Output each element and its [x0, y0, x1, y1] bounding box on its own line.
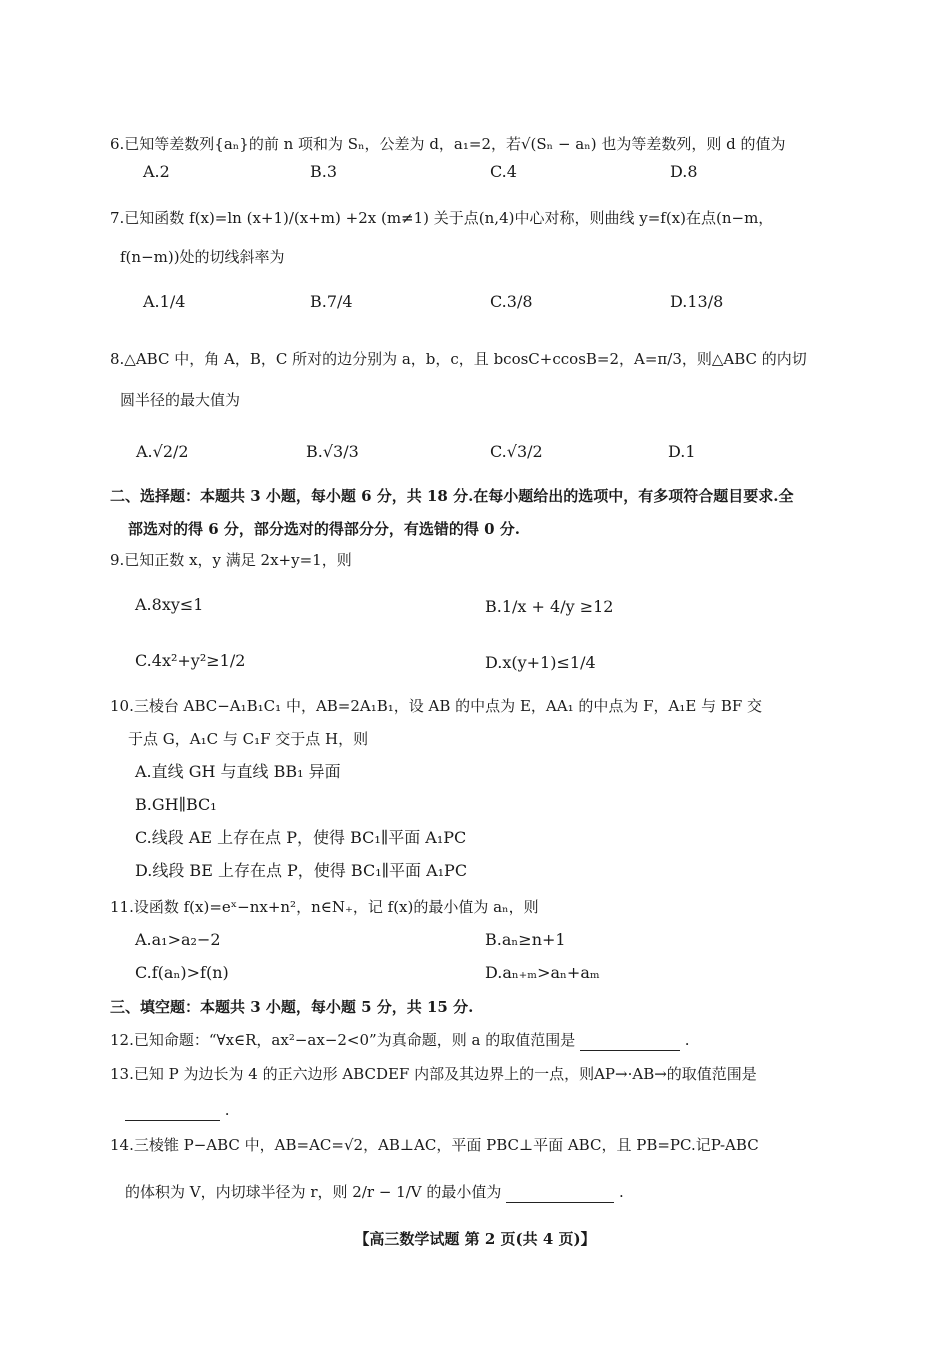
- q10-option-d: D.线段 BE 上存在点 P，使得 BC₁∥平面 A₁PC: [135, 861, 468, 880]
- q10-option-c: C.线段 AE 上存在点 P，使得 BC₁∥平面 A₁PC: [135, 828, 467, 847]
- q9-option-b: B.1/x + 4/y ≥12: [485, 597, 614, 616]
- q13-end: .: [224, 1101, 230, 1119]
- q13-answer-blank[interactable]: [125, 1102, 220, 1121]
- section2-heading-line2: 部选对的得 6 分，部分选对的得部分分，有选错的得 0 分.: [128, 520, 520, 538]
- q7-stem-line1: 7.已知函数 f(x)=ln (x+1)/(x+m) +2x (m≠1) 关于点(n,4)中心对称，则曲线 y=f(x)在点(n−m，: [110, 209, 774, 227]
- q6-option-b: B.3: [310, 162, 338, 181]
- q10-stem-line1: 10.三棱台 ABC−A₁B₁C₁ 中，AB=2A₁B₁，设 AB 的中点为 E，AA₁ 的中点为 F，A₁E 与 BF 交: [110, 697, 763, 715]
- q13-line2: [125, 1099, 950, 1121]
- q10-stem-line2: 于点 G，A₁C 与 C₁F 交于点 H，则: [128, 730, 369, 748]
- q14-end: .: [618, 1183, 624, 1201]
- q14-stem-line1: 14.三棱锥 P−ABC 中，AB=AC=√2，AB⊥AC，平面 PBC⊥平面 ABC，且 PB=PC.记P-ABC: [110, 1136, 759, 1154]
- q6-option-d: D.8: [670, 162, 698, 181]
- q11-stem: 11.设函数 f(x)=eˣ−nx+n²，n∈N₊，记 f(x)的最小值为 aₙ，则: [110, 898, 539, 916]
- q11-option-c: C.f(aₙ)>f(n): [135, 963, 229, 982]
- q7-option-b: B.7/4: [310, 292, 353, 311]
- q14-line2: [125, 1181, 950, 1203]
- q7-stem-line2: f(n−m))处的切线斜率为: [120, 248, 285, 266]
- q8-option-a: A.√2/2: [136, 442, 189, 461]
- q10-option-b: B.GH∥BC₁: [135, 795, 217, 814]
- section3-heading: 三、填空题：本题共 3 小题，每小题 5 分，共 15 分.: [110, 998, 474, 1016]
- q9-option-a: A.8xy≤1: [135, 595, 204, 614]
- q11-option-d: D.aₙ₊ₘ>aₙ+aₘ: [485, 963, 600, 982]
- page-footer: 【高三数学试题 第 2 页(共 4 页)】: [354, 1230, 596, 1248]
- q12-line: [110, 1029, 950, 1051]
- q12-answer-blank[interactable]: [580, 1032, 680, 1051]
- q8-option-d: D.1: [668, 442, 696, 461]
- q13-stem: 13.已知 P 为边长为 4 的正六边形 ABCDEF 内部及其边界上的一点，则AP→·AB→的取值范围是: [110, 1065, 757, 1083]
- q8-stem-line1: 8.△ABC 中，角 A，B，C 所对的边分别为 a，b，c，且 bcosC+ccosB=2，A=π/3，则△ABC 的内切: [110, 350, 807, 368]
- q9-stem: 9.已知正数 x，y 满足 2x+y=1，则: [110, 551, 352, 569]
- section2-heading-line1: 二、选择题：本题共 3 小题，每小题 6 分，共 18 分.在每小题给出的选项中，有多项符合题目要求.全: [110, 487, 794, 505]
- q9-option-d: D.x(y+1)≤1/4: [485, 653, 596, 672]
- q7-option-a: A.1/4: [143, 292, 186, 311]
- q6-option-c: C.4: [490, 162, 517, 181]
- q7-option-d: D.13/8: [670, 292, 724, 311]
- q6-option-a: A.2: [143, 162, 170, 181]
- q14-answer-blank[interactable]: [506, 1184, 614, 1203]
- q12-stem: 12.已知命题：“∀x∈R，ax²−ax−2<0”为真命题，则 a 的取值范围是: [110, 1031, 576, 1049]
- q9-option-c: C.4x²+y²≥1/2: [135, 651, 246, 670]
- q7-option-c: C.3/8: [490, 292, 533, 311]
- q8-option-b: B.√3/3: [306, 442, 359, 461]
- q14-stem-line2: 的体积为 V，内切球半径为 r，则 2/r − 1/V 的最小值为: [125, 1183, 502, 1201]
- q8-option-c: C.√3/2: [490, 442, 543, 461]
- q10-option-a: A.直线 GH 与直线 BB₁ 异面: [135, 762, 341, 781]
- q6-stem: 6.已知等差数列{aₙ}的前 n 项和为 Sₙ，公差为 d，a₁=2，若√(Sₙ − aₙ) 也为等差数列，则 d 的值为: [110, 135, 786, 153]
- q11-option-b: B.aₙ≥n+1: [485, 930, 566, 949]
- q8-stem-line2: 圆半径的最大值为: [120, 391, 241, 409]
- q11-option-a: A.a₁>a₂−2: [135, 930, 221, 949]
- q12-end: .: [684, 1031, 690, 1049]
